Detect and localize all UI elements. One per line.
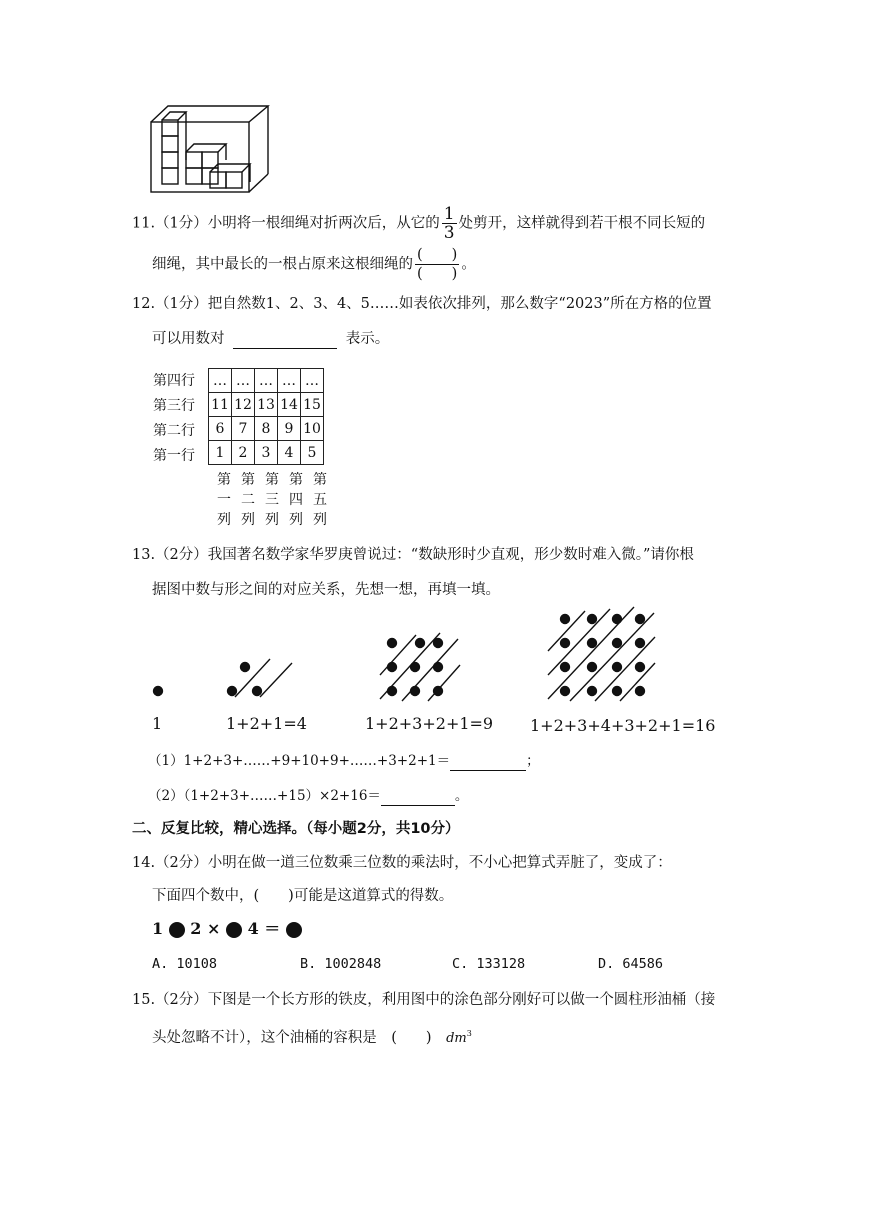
- q12-line-2: 可以用数对 表示。: [152, 331, 390, 347]
- grid-cell: 14: [278, 393, 301, 417]
- dot: [253, 687, 262, 696]
- dot: [154, 687, 163, 696]
- grid-cell: 3: [255, 441, 278, 465]
- dot: [636, 663, 645, 672]
- grid-cell: 10: [301, 417, 324, 441]
- grid-cell: 4: [278, 441, 301, 465]
- q11-answer-fraction[interactable]: $\frac{( )}{( )}$: [417, 247, 458, 282]
- dot: [388, 639, 397, 648]
- grid-cell: …: [301, 369, 324, 393]
- col-label-2: 第 二 列: [241, 472, 255, 528]
- ink-blot-icon: [286, 922, 302, 938]
- dot: [561, 639, 570, 648]
- grid-cell: 1: [209, 441, 232, 465]
- grid-cell: …: [278, 369, 301, 393]
- col-label-5: 第 五 列: [313, 472, 327, 528]
- grid-cell: 15: [301, 393, 324, 417]
- dot: [388, 687, 397, 696]
- q12-answer-blank[interactable]: [233, 332, 337, 349]
- row-label-4: 第四行: [153, 373, 195, 389]
- dot: [588, 687, 597, 696]
- row-label-1: 第一行: [153, 448, 195, 464]
- option-b[interactable]: B. 1002848: [300, 956, 382, 972]
- caption-3: 1+2+3+2+1=9: [365, 714, 494, 733]
- dot: [588, 639, 597, 648]
- dot: [636, 639, 645, 648]
- grid-cell: …: [255, 369, 278, 393]
- table-row: [209, 417, 324, 441]
- q11-line-2: 细绳，其中最长的一根占原来这根细绳的 $\frac{( )}{( )}$ 。: [152, 247, 476, 282]
- q14-expression: 1 2 × 4 ＝: [152, 919, 302, 939]
- option-d[interactable]: D. 64586: [598, 956, 664, 972]
- caption-4: 1+2+3+4+3+2+1=16: [530, 716, 716, 735]
- option-a[interactable]: A. 10108: [152, 956, 218, 972]
- table-row: [209, 441, 324, 465]
- grid-cell: …: [209, 369, 232, 393]
- q11-fraction: $\frac{1}{3}$: [443, 204, 455, 243]
- dot: [636, 687, 645, 696]
- col-label-1: 第 一 列: [217, 472, 231, 528]
- table-row: [209, 393, 324, 417]
- caption-2: 1+2+1=4: [226, 714, 307, 733]
- q15-line-2: 头处忽略不计），这个油桶的容积是 ( ) $dm^3$: [152, 1029, 472, 1046]
- grid-cell: 6: [209, 417, 232, 441]
- col-label-3: 第 三 列: [265, 472, 279, 528]
- q13-sub1-blank[interactable]: [450, 755, 526, 771]
- dot: [588, 615, 597, 624]
- col-label-4: 第 四 列: [289, 472, 303, 528]
- cube-box-figure: [148, 100, 272, 196]
- dot: [588, 663, 597, 672]
- dot: [241, 663, 250, 672]
- ink-blot-icon: [169, 922, 185, 938]
- dot: [636, 615, 645, 624]
- grid-cell: 11: [209, 393, 232, 417]
- q15-unit-sup: 3: [466, 1029, 472, 1038]
- number-grid: [208, 368, 324, 465]
- q14-line-1: 14.（2分）小明在做一道三位数乘三位数的乘法时，不小心把算式弄脏了，变成了：: [132, 855, 672, 871]
- grid-cell: 7: [232, 417, 255, 441]
- row-label-2: 第二行: [153, 423, 195, 439]
- caption-1: 1: [152, 714, 163, 733]
- dot: [613, 639, 622, 648]
- grid-cell: 2: [232, 441, 255, 465]
- table-row: [209, 369, 324, 393]
- dot: [561, 687, 570, 696]
- q15-line-1: 15.（2分）下图是一个长方形的铁皮，利用图中的涂色部分刚好可以做一个圆柱形油桶（接: [132, 992, 716, 1008]
- grid-cell: 5: [301, 441, 324, 465]
- dot: [388, 663, 397, 672]
- dot: [434, 639, 443, 648]
- dot: [613, 663, 622, 672]
- dot: [416, 639, 425, 648]
- q13-line-1: 13.（2分）我国著名数学家华罗庚曾说过：“数缺形时少直观，形少数时难入微。”请你根: [132, 547, 694, 563]
- dot: [613, 687, 622, 696]
- section-2-title: 二、反复比较，精心选择。（每小题2分，共10分）: [132, 821, 460, 837]
- dot: [228, 687, 237, 696]
- dot-pattern-figures: [140, 605, 680, 710]
- grid-cell: 13: [255, 393, 278, 417]
- q12-line-1: 12.（1分）把自然数1、2、3、4、5……如表依次排列，那么数字“2023”所在方格的位置: [132, 296, 712, 312]
- q15-unit: dm: [446, 1030, 467, 1046]
- grid-cell: …: [232, 369, 255, 393]
- ink-blot-icon: [226, 922, 242, 938]
- q13-sub-1: （1）1+2+3+……+9+10+9+……+3+2+1＝ ；: [148, 753, 540, 769]
- q13-sub-2: （2）（1+2+3+……+15）×2+16＝ 。: [148, 788, 469, 804]
- dot: [561, 615, 570, 624]
- row-label-3: 第三行: [153, 398, 195, 414]
- q13-line-2: 据图中数与形之间的对应关系，先想一想，再填一填。: [152, 582, 500, 598]
- grid-cell: 8: [255, 417, 278, 441]
- dot: [561, 663, 570, 672]
- q13-sub2-blank[interactable]: [381, 790, 455, 806]
- q14-line-2: 下面四个数中，( )可能是这道算式的得数。: [152, 888, 454, 904]
- option-c[interactable]: C. 133128: [452, 956, 526, 972]
- grid-cell: 9: [278, 417, 301, 441]
- q11-line-1: 11.（1分）小明将一根细绳对折两次后，从它的 $\frac{1}{3}$ 处剪开，这样就得到若干根不同长短的: [132, 204, 706, 243]
- grid-cell: 12: [232, 393, 255, 417]
